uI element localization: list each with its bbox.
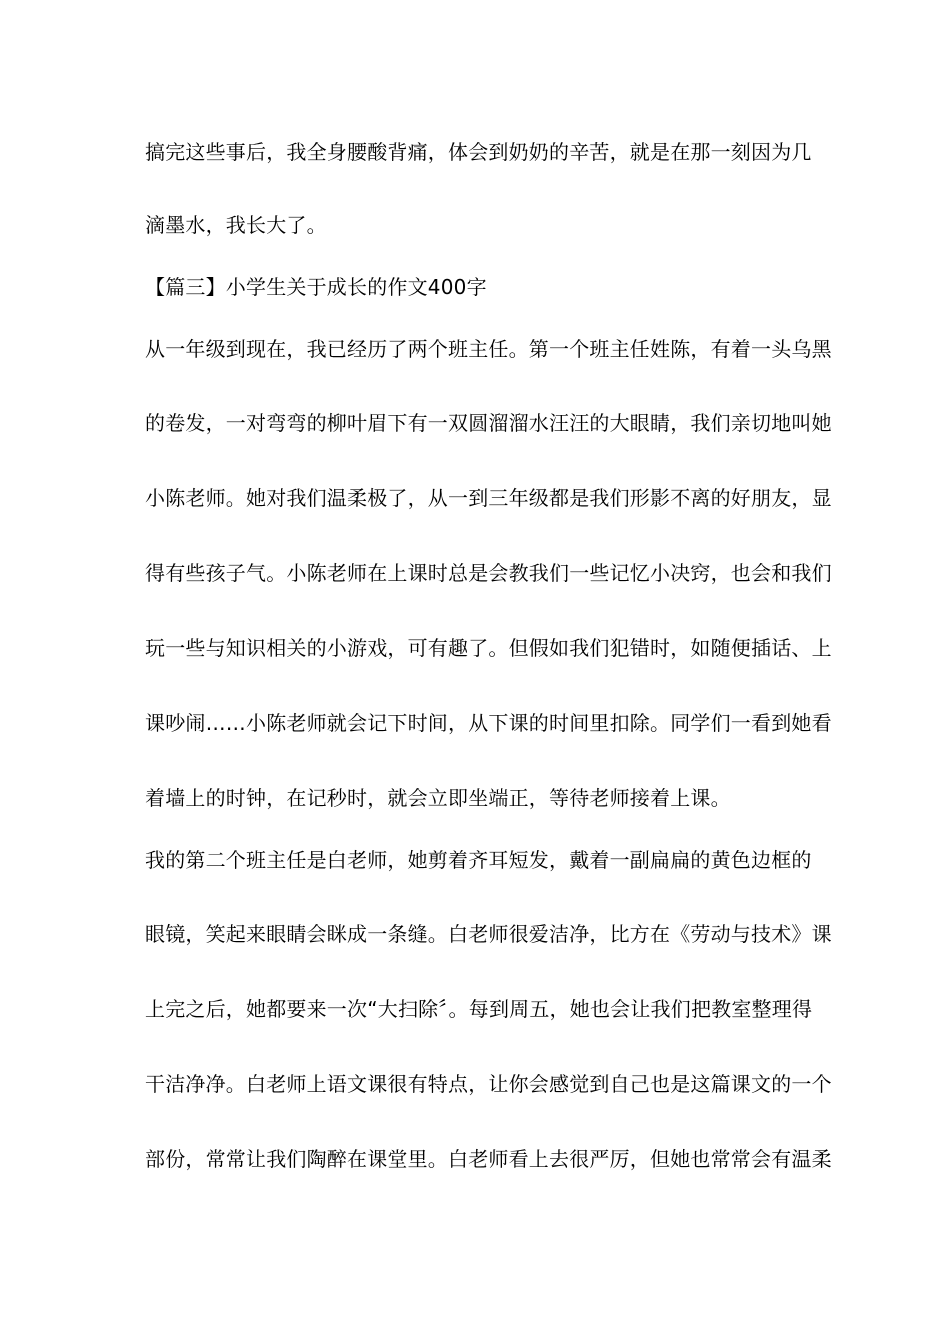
text-line-1: 搞完这些事后，我全身腰酸背痛，体会到奶奶的辛苦，就是在那一刻因为几: [145, 140, 812, 164]
text-line-15: 部份，常常让我们陶醉在课堂里。白老师看上去很严厉，但她也常常会有温柔: [145, 1147, 832, 1171]
text-line-11: 我的第二个班主任是白老师，她剪着齐耳短发，戴着一副扁扁的黄色边框的: [145, 848, 812, 872]
text-line-6: 小陈老师。她对我们温柔极了，从一到三年级都是我们形影不离的好朋友，显: [145, 486, 832, 510]
text-line-9: 课吵闹……小陈老师就会记下时间，从下课的时间里扣除。同学们一看到她看: [145, 711, 832, 735]
text-line-8: 玩一些与知识相关的小游戏，可有趣了。但假如我们犯错时，如随便插话、上: [145, 636, 832, 660]
section-heading: 【篇三】小学生关于成长的作文400字: [145, 275, 487, 299]
text-line-14: 干洁净净。白老师上语文课很有特点，让你会感觉到自己也是这篇课文的一个: [145, 1072, 832, 1096]
text-line-5: 的卷发，一对弯弯的柳叶眉下有一双圆溜溜水汪汪的大眼睛，我们亲切地叫她: [145, 411, 832, 435]
text-line-12: 眼镜，笑起来眼睛会眯成一条缝。白老师很爱洁净，比方在《劳动与技术》课: [145, 922, 832, 946]
text-line-10: 着墙上的时钟，在记秒时，就会立即坐端正，等待老师接着上课。: [145, 786, 731, 810]
text-line-13: 上完之后，她都要来一次“大扫除〞。每到周五，她也会让我们把教室整理得: [145, 997, 813, 1021]
text-line-7: 得有些孩子气。小陈老师在上课时总是会教我们一些记忆小决窍，也会和我们: [145, 561, 832, 585]
text-line-4: 从一年级到现在，我已经历了两个班主任。第一个班主任姓陈，有着一头乌黑: [145, 337, 832, 361]
text-line-2: 滴墨水，我长大了。: [145, 213, 327, 237]
